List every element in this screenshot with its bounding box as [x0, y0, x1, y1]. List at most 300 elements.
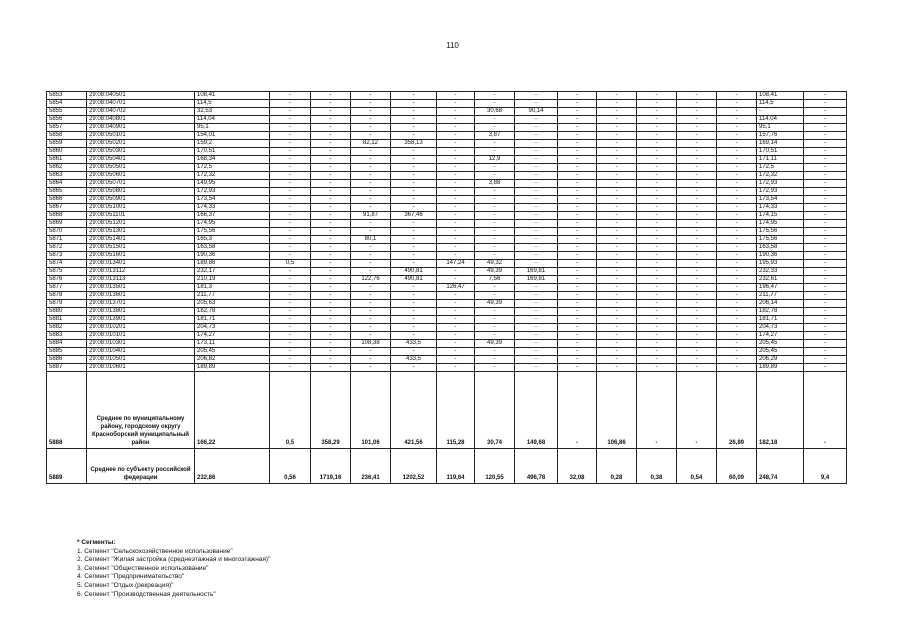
table-cell: 29:08:051101: [87, 212, 195, 220]
table-cell: 189,89: [195, 364, 270, 372]
table-cell: -: [311, 108, 351, 116]
table-cell: -: [391, 204, 437, 212]
table-cell: -: [515, 196, 558, 204]
table-cell: 165,3: [195, 236, 270, 244]
table-cell: -: [558, 356, 597, 364]
table-cell: -: [475, 92, 515, 100]
table-cell: -: [311, 100, 351, 108]
table-cell: -: [270, 300, 311, 308]
table-cell: -: [597, 156, 637, 164]
table-cell: -: [717, 220, 757, 228]
table-cell: 5862: [47, 164, 87, 172]
table-cell: -: [804, 236, 847, 244]
table-cell: -: [597, 100, 637, 108]
table-cell: -: [270, 228, 311, 236]
table-cell: -: [804, 268, 847, 276]
table-cell: 172,93: [757, 180, 804, 188]
table-row: [47, 356, 847, 364]
table-cell: 175,56: [757, 236, 804, 244]
table-cell: -: [597, 348, 637, 356]
table-cell: -: [558, 124, 597, 132]
table-cell: -: [717, 340, 757, 348]
table-cell: -: [677, 276, 717, 284]
table-cell: -: [515, 356, 558, 364]
table-cell: -: [351, 292, 391, 300]
table-cell: -: [437, 308, 475, 316]
table-cell: -: [558, 188, 597, 196]
table-cell: 120,55: [475, 449, 515, 484]
table-cell: -: [804, 180, 847, 188]
table-cell: -: [804, 172, 847, 180]
table-cell: -: [597, 188, 637, 196]
table-cell: 5853: [47, 92, 87, 100]
table-cell: -: [311, 164, 351, 172]
table-cell: 5864: [47, 180, 87, 188]
table-cell: -: [558, 220, 597, 228]
table-cell: -: [677, 92, 717, 100]
table-cell: 9,4: [804, 449, 847, 484]
table-cell: 95,1: [757, 124, 804, 132]
table-cell: -: [804, 252, 847, 260]
table-cell: -: [475, 308, 515, 316]
table-cell: -: [558, 372, 597, 449]
table-cell: -: [558, 308, 597, 316]
table-cell: -: [597, 260, 637, 268]
table-cell: -: [637, 172, 677, 180]
table-cell: 166,37: [195, 212, 270, 220]
table-cell: -: [558, 268, 597, 276]
table-cell: 173,54: [757, 196, 804, 204]
table-cell: -: [270, 156, 311, 164]
table-cell: -: [637, 324, 677, 332]
table-cell: -: [677, 364, 717, 372]
table-cell: -: [270, 196, 311, 204]
table-cell: 29:08:051601: [87, 252, 195, 260]
table-cell: -: [597, 180, 637, 188]
table-cell: -: [717, 292, 757, 300]
table-cell: -: [437, 100, 475, 108]
table-cell: 29:08:051501: [87, 244, 195, 252]
table-cell: -: [717, 356, 757, 364]
table-cell: -: [391, 308, 437, 316]
table-cell: -: [270, 284, 311, 292]
table-cell: 206,82: [195, 356, 270, 364]
table-cell: -: [804, 148, 847, 156]
table-cell: 0,28: [597, 449, 637, 484]
table-cell: -: [311, 348, 351, 356]
table-cell: -: [677, 140, 717, 148]
table-cell: -: [597, 316, 637, 324]
table-cell: -: [677, 212, 717, 220]
table-cell: -: [475, 140, 515, 148]
table-cell: -: [391, 196, 437, 204]
table-cell: -: [558, 172, 597, 180]
summary-row: [47, 449, 847, 484]
table-cell: -: [270, 140, 311, 148]
table-row: [47, 300, 847, 308]
table-cell: -: [515, 324, 558, 332]
table-cell: -: [351, 332, 391, 340]
table-cell: -: [475, 364, 515, 372]
table-cell: 147,24: [437, 260, 475, 268]
table-cell: -: [677, 292, 717, 300]
table-cell: 173,54: [195, 196, 270, 204]
table-cell: -: [717, 164, 757, 172]
table-cell: -: [717, 236, 757, 244]
notes-item: 6. Сегмент "Производственная деятельность": [77, 590, 216, 598]
table-cell: -: [637, 244, 677, 252]
table-cell: -: [637, 356, 677, 364]
table-cell: -: [311, 188, 351, 196]
table-cell: -: [677, 348, 717, 356]
table-row: [47, 252, 847, 260]
table-cell: -: [270, 124, 311, 132]
table-cell: -: [391, 220, 437, 228]
table-cell: 248,74: [757, 449, 804, 484]
table-cell: 181,71: [757, 316, 804, 324]
table-body: [47, 92, 847, 484]
table-cell: -: [515, 260, 558, 268]
table-cell: -: [515, 132, 558, 140]
table-cell: -: [597, 308, 637, 316]
table-cell: -: [351, 348, 391, 356]
table-cell: -: [475, 284, 515, 292]
table-cell: -: [677, 180, 717, 188]
table-cell: -: [558, 316, 597, 324]
table-cell: -: [757, 108, 804, 116]
table-cell: -: [637, 148, 677, 156]
table-cell: -: [804, 300, 847, 308]
table-cell: 5878: [47, 292, 87, 300]
table-cell: -: [677, 236, 717, 244]
table-cell: 5866: [47, 196, 87, 204]
table-cell: 108,38: [351, 340, 391, 348]
table-cell: -: [270, 276, 311, 284]
table-cell: -: [311, 196, 351, 204]
table-cell: 1202,52: [391, 449, 437, 484]
table-cell: -: [475, 332, 515, 340]
table-cell: 5885: [47, 348, 87, 356]
table-cell: 172,93: [195, 188, 270, 196]
table-cell: 169,81: [515, 268, 558, 276]
table-cell: 29:08:050801: [87, 188, 195, 196]
table-cell: -: [717, 268, 757, 276]
table-cell: -: [351, 364, 391, 372]
table-cell: 5888: [47, 372, 87, 449]
table-cell: -: [637, 204, 677, 212]
table-cell: -: [391, 164, 437, 172]
table-cell: -: [475, 244, 515, 252]
table-cell: -: [437, 300, 475, 308]
table-cell: -: [677, 244, 717, 252]
table-row: [47, 204, 847, 212]
table-cell: -: [717, 180, 757, 188]
table-cell: -: [475, 348, 515, 356]
table-cell: 154,01: [195, 132, 270, 140]
table-cell: -: [437, 116, 475, 124]
table-cell: 159,2: [195, 140, 270, 148]
table-cell: 189,89: [757, 364, 804, 372]
table-cell: -: [311, 180, 351, 188]
table-cell: -: [558, 100, 597, 108]
table-cell: -: [351, 284, 391, 292]
table-cell: -: [437, 212, 475, 220]
table-cell: 367,46: [391, 212, 437, 220]
table-cell: 0,38: [637, 449, 677, 484]
table-cell: 182,78: [757, 308, 804, 316]
table-cell: -: [311, 324, 351, 332]
table-cell: -: [717, 108, 757, 116]
table-cell: -: [558, 332, 597, 340]
table-cell: -: [475, 316, 515, 324]
table-cell: 29:08:040801: [87, 116, 195, 124]
table-cell: -: [558, 228, 597, 236]
table-cell: -: [558, 340, 597, 348]
table-cell: -: [437, 164, 475, 172]
table-cell: 0,54: [677, 449, 717, 484]
table-cell: -: [804, 124, 847, 132]
table-cell: -: [804, 260, 847, 268]
table-cell: -: [597, 116, 637, 124]
table-row: [47, 156, 847, 164]
table-cell: 5861: [47, 156, 87, 164]
table-cell: -: [270, 348, 311, 356]
table-cell: -: [677, 156, 717, 164]
table-cell: -: [437, 180, 475, 188]
table-cell: -: [270, 244, 311, 252]
table-cell: -: [717, 132, 757, 140]
table-cell: -: [637, 260, 677, 268]
table-cell: 29:08:051401: [87, 236, 195, 244]
table-cell: -: [515, 236, 558, 244]
table-cell: 174,33: [195, 204, 270, 212]
table-row: [47, 316, 847, 324]
table-cell: -: [804, 308, 847, 316]
table-cell: -: [677, 196, 717, 204]
table-cell: -: [391, 292, 437, 300]
table-cell: -: [717, 364, 757, 372]
table-row: [47, 108, 847, 116]
table-cell: 5884: [47, 340, 87, 348]
table-cell: 232,33: [757, 268, 804, 276]
table-cell: 5881: [47, 316, 87, 324]
table-cell: -: [717, 188, 757, 196]
table-cell: -: [677, 100, 717, 108]
table-cell: -: [677, 372, 717, 449]
table-cell: 172,93: [757, 188, 804, 196]
table-cell: 210,19: [195, 276, 270, 284]
table-cell: -: [270, 332, 311, 340]
table-cell: -: [311, 236, 351, 244]
table-cell: -: [597, 244, 637, 252]
table-cell: -: [637, 228, 677, 236]
table-cell: 174,33: [757, 204, 804, 212]
table-cell: -: [637, 220, 677, 228]
table-cell: 205,45: [757, 340, 804, 348]
table-cell: 149,68: [515, 372, 558, 449]
table-cell: -: [351, 108, 391, 116]
table-cell: -: [351, 228, 391, 236]
table-cell: -: [391, 108, 437, 116]
table-cell: -: [597, 172, 637, 180]
table-cell: 5875: [47, 268, 87, 276]
table-cell: 29:08:050901: [87, 196, 195, 204]
table-cell: -: [311, 284, 351, 292]
table-cell: 95,1: [195, 124, 270, 132]
table-row: [47, 276, 847, 284]
table-cell: 189,86: [195, 260, 270, 268]
table-cell: -: [515, 316, 558, 324]
table-cell: -: [677, 124, 717, 132]
table-cell: -: [515, 300, 558, 308]
table-cell: 5874: [47, 260, 87, 268]
table-cell: -: [804, 212, 847, 220]
table-cell: 170,51: [757, 148, 804, 156]
table-cell: -: [597, 228, 637, 236]
table-cell: -: [270, 116, 311, 124]
table-cell: -: [597, 220, 637, 228]
table-cell: 82,12: [351, 140, 391, 148]
table-cell: -: [804, 108, 847, 116]
summary-label: Среднее по муниципальному району, городскому округу Красноборский муниципальный район: [87, 372, 195, 449]
table-cell: -: [311, 316, 351, 324]
table-cell: -: [677, 356, 717, 364]
table-cell: -: [637, 372, 677, 449]
table-cell: -: [804, 356, 847, 364]
table-cell: -: [677, 332, 717, 340]
table-cell: -: [637, 340, 677, 348]
table-cell: 5868: [47, 212, 87, 220]
table-cell: -: [677, 108, 717, 116]
table-cell: -: [515, 340, 558, 348]
table-cell: 169,81: [515, 276, 558, 284]
table-cell: 30,68: [475, 108, 515, 116]
table-cell: 5857: [47, 124, 87, 132]
table-row: [47, 324, 847, 332]
table-cell: -: [270, 148, 311, 156]
table-cell: -: [597, 340, 637, 348]
table-cell: -: [717, 324, 757, 332]
table-cell: 29:08:013112: [87, 268, 195, 276]
table-row: [47, 100, 847, 108]
table-cell: 32,08: [558, 449, 597, 484]
table-row: [47, 196, 847, 204]
notes-item: 1. Сегмент "Сельскохозяйственное использование": [77, 547, 233, 555]
notes-item: 5. Сегмент "Отдых (рекреация)": [77, 581, 174, 589]
table-cell: 206,29: [757, 356, 804, 364]
table-cell: 175,56: [757, 228, 804, 236]
table-cell: -: [637, 212, 677, 220]
table-cell: -: [717, 276, 757, 284]
table-cell: -: [515, 252, 558, 260]
table-row: [47, 220, 847, 228]
table-cell: -: [515, 220, 558, 228]
table-cell: -: [437, 188, 475, 196]
table-cell: 211,77: [195, 292, 270, 300]
table-cell: 172,5: [195, 164, 270, 172]
table-cell: -: [311, 228, 351, 236]
table-cell: -: [804, 204, 847, 212]
table-cell: 29:08:050701: [87, 180, 195, 188]
table-cell: -: [437, 292, 475, 300]
table-cell: -: [717, 244, 757, 252]
table-cell: -: [475, 164, 515, 172]
table-cell: -: [270, 356, 311, 364]
table-cell: -: [637, 116, 677, 124]
table-cell: -: [311, 364, 351, 372]
table-cell: -: [637, 100, 677, 108]
table-cell: -: [558, 164, 597, 172]
table-cell: -: [597, 324, 637, 332]
table-cell: -: [437, 148, 475, 156]
table-cell: -: [677, 260, 717, 268]
table-row: [47, 284, 847, 292]
table-cell: -: [677, 284, 717, 292]
table-cell: 174,95: [757, 220, 804, 228]
table-cell: -: [804, 348, 847, 356]
table-cell: -: [558, 364, 597, 372]
table-cell: -: [804, 228, 847, 236]
table-cell: -: [515, 212, 558, 220]
table-cell: -: [558, 324, 597, 332]
table-cell: 149,95: [195, 180, 270, 188]
table-cell: -: [270, 188, 311, 196]
page-number: 110: [446, 41, 459, 50]
table-cell: -: [677, 132, 717, 140]
table-cell: -: [597, 108, 637, 116]
table-cell: -: [597, 300, 637, 308]
table-cell: -: [717, 204, 757, 212]
table-cell: 211,77: [757, 292, 804, 300]
table-cell: 358,29: [311, 372, 351, 449]
table-cell: -: [597, 276, 637, 284]
table-cell: -: [311, 300, 351, 308]
table-cell: -: [717, 212, 757, 220]
table-cell: -: [717, 316, 757, 324]
table-cell: 30,74: [475, 372, 515, 449]
table-cell: -: [804, 316, 847, 324]
table-cell: -: [597, 236, 637, 244]
table-cell: -: [804, 140, 847, 148]
table-cell: 236,41: [351, 449, 391, 484]
table-cell: -: [391, 260, 437, 268]
table-cell: -: [351, 132, 391, 140]
table-cell: 108,41: [195, 92, 270, 100]
table-cell: 195,93: [757, 260, 804, 268]
table-cell: -: [717, 332, 757, 340]
table-cell: -: [391, 236, 437, 244]
table-cell: -: [515, 92, 558, 100]
summary-label: Среднее по субъекту российской федерации: [87, 449, 195, 484]
table-cell: 204,73: [757, 324, 804, 332]
table-cell: -: [311, 204, 351, 212]
table-cell: -: [311, 212, 351, 220]
table-cell: -: [677, 252, 717, 260]
table-cell: -: [437, 228, 475, 236]
table-cell: -: [515, 100, 558, 108]
table-cell: 204,73: [195, 324, 270, 332]
table-cell: -: [597, 332, 637, 340]
table-cell: -: [270, 324, 311, 332]
table-cell: -: [597, 292, 637, 300]
table-cell: -: [677, 324, 717, 332]
table-cell: 49,39: [475, 340, 515, 348]
table-cell: -: [717, 284, 757, 292]
table-cell: -: [515, 124, 558, 132]
table-cell: -: [311, 244, 351, 252]
table-cell: 171,11: [757, 156, 804, 164]
table-cell: -: [270, 100, 311, 108]
